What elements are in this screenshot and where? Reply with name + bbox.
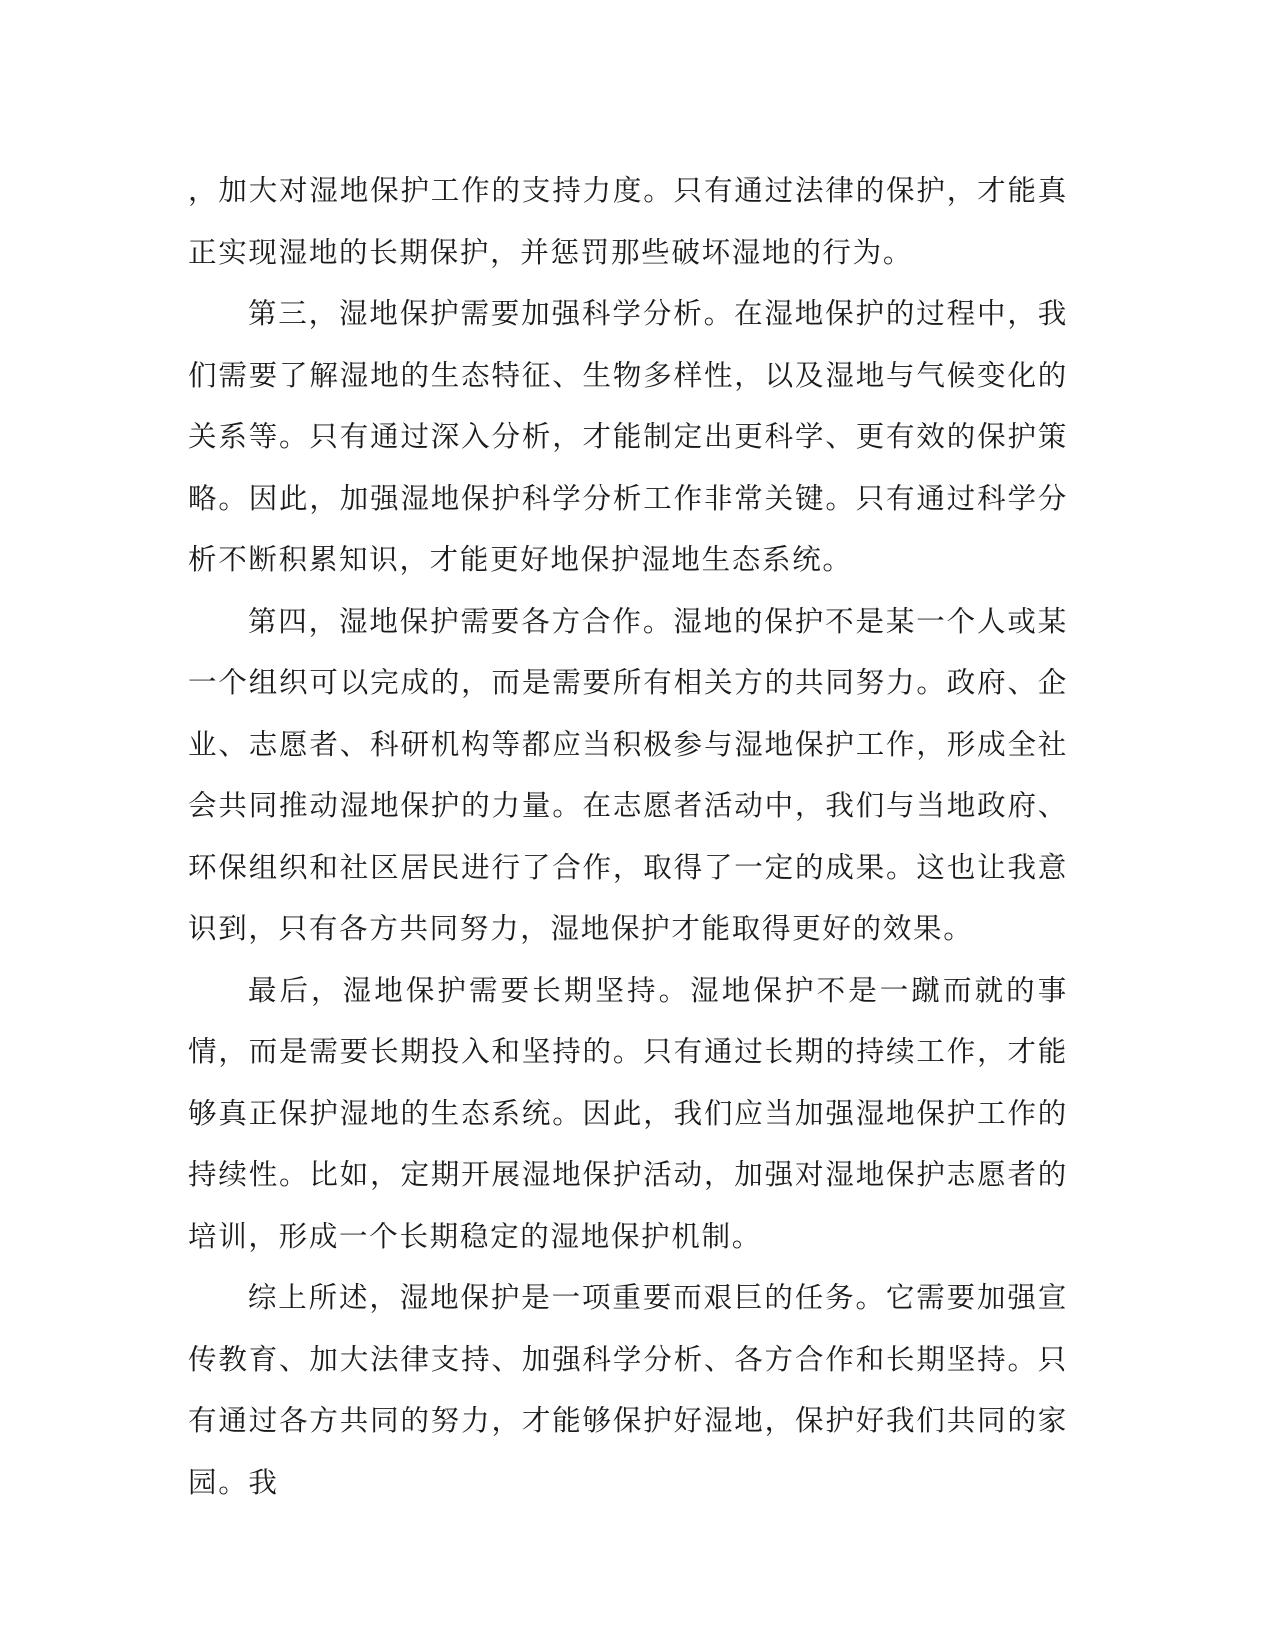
paragraph-final-point: 最后，湿地保护需要长期坚持。湿地保护不是一蹴而就的事情，而是需要长期投入和坚持的。只有通过长期的持续工作，才能够真正保护湿地的生态系统。因此，我们应当加强湿地保护工作的持续性。比如，定期开展湿地保护活动，加强对湿地保护志愿者的培训，形成一个长期稳定的湿地保护机制。 [188,973,1068,1253]
paragraph-continuation: ，加大对湿地保护工作的支持力度。只有通过法律的保护，才能真正实现湿地的长期保护，并惩罚那些破坏湿地的行为。 [188,174,1068,269]
paragraph-third-point: 第三，湿地保护需要加强科学分析。在湿地保护的过程中，我们需要了解湿地的生态特征、生物多样性，以及湿地与气候变化的关系等。只有通过深入分析，才能制定出更科学、更有效的保护策略。因此，加强湿地保护科学分析工作非常关键。只有通过科学分析不断积累知识，才能更好地保护湿地生态系统。 [188,297,1068,576]
paragraph-summary: 综上所述，湿地保护是一项重要而艰巨的任务。它需要加强宣传教育、加大法律支持、加强科学分析、各方合作和长期坚持。只有通过各方共同的努力，才能够保护好湿地，保护好我们共同的家园。我 [188,1281,1068,1499]
document-body [188,160,1068,1513]
paragraph-fourth-point: 第四，湿地保护需要各方合作。湿地的保护不是某一个人或某一个组织可以完成的，而是需要所有相关方的共同努力。政府、企业、志愿者、科研机构等都应当积极参与湿地保护工作，形成全社会共同推动湿地保护的力量。在志愿者活动中，我们与当地政府、环保组织和社区居民进行了合作，取得了一定的成果。这也让我意识到，只有各方共同努力，湿地保护才能取得更好的效果。 [188,604,1068,945]
